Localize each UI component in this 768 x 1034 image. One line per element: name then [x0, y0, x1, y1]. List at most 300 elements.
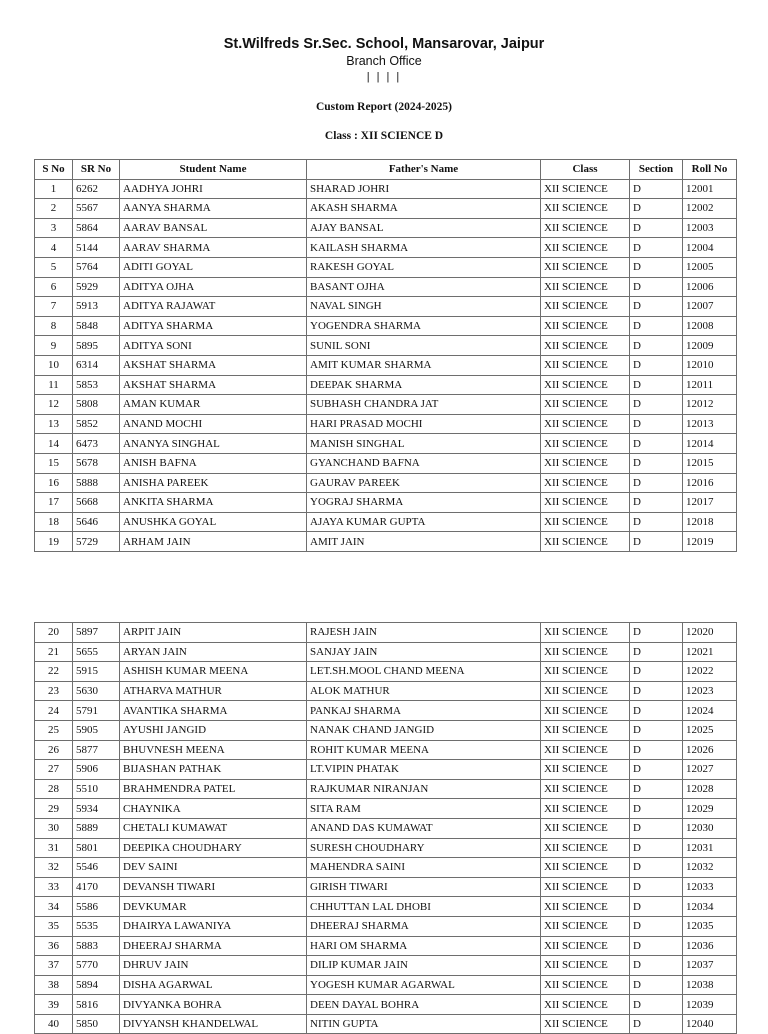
cell-srno: 5889 [73, 818, 120, 838]
table-row [35, 336, 737, 356]
cell-fathers-name: GIRISH TIWARI [307, 877, 541, 897]
table-row [35, 956, 737, 976]
cell-class: XII SCIENCE [541, 199, 630, 219]
cell-roll-no: 12006 [683, 277, 737, 297]
cell-sno: 30 [35, 818, 73, 838]
cell-sno: 7 [35, 297, 73, 317]
table-row [35, 238, 737, 258]
cell-roll-no: 12008 [683, 316, 737, 336]
cell-section: D [630, 623, 683, 643]
column-header-fathers-name: Father's Name [307, 160, 541, 180]
cell-roll-no: 12030 [683, 818, 737, 838]
cell-class: XII SCIENCE [541, 858, 630, 878]
cell-roll-no: 12010 [683, 355, 737, 375]
cell-srno: 5816 [73, 995, 120, 1015]
cell-student-name: CHAYNIKA [120, 799, 307, 819]
cell-sno: 8 [35, 316, 73, 336]
cell-class: XII SCIENCE [541, 995, 630, 1015]
cell-student-name: CHETALI KUMAWAT [120, 818, 307, 838]
cell-fathers-name: RAKESH GOYAL [307, 257, 541, 277]
cell-srno: 5764 [73, 257, 120, 277]
cell-srno: 5850 [73, 1014, 120, 1034]
table-row [35, 877, 737, 897]
table-row [35, 297, 737, 317]
table-row [35, 623, 737, 643]
cell-sno: 35 [35, 916, 73, 936]
cell-roll-no: 12035 [683, 916, 737, 936]
cell-sno: 1 [35, 179, 73, 199]
table-row [35, 779, 737, 799]
cell-fathers-name: HARI PRASAD MOCHI [307, 414, 541, 434]
cell-student-name: ANISH BAFNA [120, 453, 307, 473]
cell-section: D [630, 218, 683, 238]
cell-sno: 40 [35, 1014, 73, 1034]
table-row [35, 395, 737, 415]
cell-section: D [630, 779, 683, 799]
cell-section: D [630, 532, 683, 552]
cell-class: XII SCIENCE [541, 720, 630, 740]
cell-sno: 5 [35, 257, 73, 277]
cell-section: D [630, 336, 683, 356]
cell-student-name: ASHISH KUMAR MEENA [120, 662, 307, 682]
cell-section: D [630, 257, 683, 277]
cell-roll-no: 12011 [683, 375, 737, 395]
cell-fathers-name: SUNIL SONI [307, 336, 541, 356]
cell-section: D [630, 701, 683, 721]
cell-class: XII SCIENCE [541, 532, 630, 552]
cell-sno: 3 [35, 218, 73, 238]
cell-fathers-name: ANAND DAS KUMAWAT [307, 818, 541, 838]
cell-student-name: DHEERAJ SHARMA [120, 936, 307, 956]
cell-sno: 21 [35, 642, 73, 662]
cell-class: XII SCIENCE [541, 799, 630, 819]
cell-roll-no: 12036 [683, 936, 737, 956]
cell-srno: 5535 [73, 916, 120, 936]
cell-fathers-name: NANAK CHAND JANGID [307, 720, 541, 740]
cell-class: XII SCIENCE [541, 897, 630, 917]
cell-srno: 5668 [73, 493, 120, 513]
cell-srno: 6473 [73, 434, 120, 454]
cell-class: XII SCIENCE [541, 877, 630, 897]
cell-fathers-name: LT.VIPIN PHATAK [307, 760, 541, 780]
cell-section: D [630, 916, 683, 936]
cell-roll-no: 12016 [683, 473, 737, 493]
cell-fathers-name: DHEERAJ SHARMA [307, 916, 541, 936]
cell-student-name: AARAV SHARMA [120, 238, 307, 258]
cell-roll-no: 12009 [683, 336, 737, 356]
cell-section: D [630, 799, 683, 819]
cell-section: D [630, 760, 683, 780]
cell-section: D [630, 642, 683, 662]
cell-sno: 11 [35, 375, 73, 395]
cell-srno: 5888 [73, 473, 120, 493]
cell-srno: 4170 [73, 877, 120, 897]
cell-srno: 5729 [73, 532, 120, 552]
cell-fathers-name: KAILASH SHARMA [307, 238, 541, 258]
cell-student-name: ANUSHKA GOYAL [120, 512, 307, 532]
table-row [35, 355, 737, 375]
cell-section: D [630, 395, 683, 415]
cell-srno: 5586 [73, 897, 120, 917]
cell-section: D [630, 975, 683, 995]
cell-roll-no: 12017 [683, 493, 737, 513]
cell-srno: 5848 [73, 316, 120, 336]
cell-student-name: ATHARVA MATHUR [120, 681, 307, 701]
cell-sno: 31 [35, 838, 73, 858]
cell-class: XII SCIENCE [541, 395, 630, 415]
cell-class: XII SCIENCE [541, 355, 630, 375]
cell-sno: 27 [35, 760, 73, 780]
cell-class: XII SCIENCE [541, 662, 630, 682]
cell-class: XII SCIENCE [541, 916, 630, 936]
cell-srno: 5808 [73, 395, 120, 415]
table-row [35, 453, 737, 473]
cell-section: D [630, 838, 683, 858]
cell-student-name: DEVANSH TIWARI [120, 877, 307, 897]
cell-fathers-name: DILIP KUMAR JAIN [307, 956, 541, 976]
cell-roll-no: 12037 [683, 956, 737, 976]
cell-student-name: ADITYA SHARMA [120, 316, 307, 336]
cell-student-name: ARHAM JAIN [120, 532, 307, 552]
table-row [35, 414, 737, 434]
cell-fathers-name: CHHUTTAN LAL DHOBI [307, 897, 541, 917]
cell-class: XII SCIENCE [541, 975, 630, 995]
cell-student-name: ANANYA SINGHAL [120, 434, 307, 454]
cell-fathers-name: DEEN DAYAL BOHRA [307, 995, 541, 1015]
cell-roll-no: 12025 [683, 720, 737, 740]
cell-roll-no: 12038 [683, 975, 737, 995]
cell-sno: 39 [35, 995, 73, 1015]
table-row [35, 740, 737, 760]
table-row [35, 995, 737, 1015]
cell-fathers-name: DEEPAK SHARMA [307, 375, 541, 395]
cell-srno: 5894 [73, 975, 120, 995]
branch-marks: | | | | [366, 71, 402, 83]
cell-student-name: ADITYA SONI [120, 336, 307, 356]
cell-roll-no: 12015 [683, 453, 737, 473]
table-row [35, 257, 737, 277]
cell-section: D [630, 662, 683, 682]
cell-fathers-name: MAHENDRA SAINI [307, 858, 541, 878]
cell-sno: 22 [35, 662, 73, 682]
table-row [35, 858, 737, 878]
cell-student-name: ANKITA SHARMA [120, 493, 307, 513]
table-row [35, 277, 737, 297]
cell-srno: 5877 [73, 740, 120, 760]
cell-fathers-name: YOGRAJ SHARMA [307, 493, 541, 513]
cell-srno: 5883 [73, 936, 120, 956]
cell-section: D [630, 720, 683, 740]
table-row [35, 818, 737, 838]
cell-sno: 32 [35, 858, 73, 878]
cell-srno: 5934 [73, 799, 120, 819]
cell-srno: 6262 [73, 179, 120, 199]
cell-section: D [630, 414, 683, 434]
table-row [35, 532, 737, 552]
cell-fathers-name: GAURAV PAREEK [307, 473, 541, 493]
cell-class: XII SCIENCE [541, 818, 630, 838]
cell-fathers-name: AKASH SHARMA [307, 199, 541, 219]
cell-class: XII SCIENCE [541, 238, 630, 258]
cell-student-name: DIVYANSH KHANDELWAL [120, 1014, 307, 1034]
table-row [35, 897, 737, 917]
cell-class: XII SCIENCE [541, 642, 630, 662]
cell-fathers-name: RAJKUMAR NIRANJAN [307, 779, 541, 799]
table-row [35, 316, 737, 336]
cell-srno: 5853 [73, 375, 120, 395]
cell-student-name: AADHYA JOHRI [120, 179, 307, 199]
cell-roll-no: 12022 [683, 662, 737, 682]
cell-srno: 5895 [73, 336, 120, 356]
cell-student-name: ADITYA OJHA [120, 277, 307, 297]
cell-sno: 6 [35, 277, 73, 297]
cell-section: D [630, 512, 683, 532]
cell-srno: 5852 [73, 414, 120, 434]
cell-srno: 5567 [73, 199, 120, 219]
table-row [35, 681, 737, 701]
cell-fathers-name: SUBHASH CHANDRA JAT [307, 395, 541, 415]
cell-sno: 9 [35, 336, 73, 356]
cell-roll-no: 12001 [683, 179, 737, 199]
cell-sno: 15 [35, 453, 73, 473]
cell-student-name: BRAHMENDRA PATEL [120, 779, 307, 799]
cell-class: XII SCIENCE [541, 336, 630, 356]
cell-roll-no: 12027 [683, 760, 737, 780]
table-row [35, 512, 737, 532]
cell-fathers-name: NAVAL SINGH [307, 297, 541, 317]
table-row [35, 799, 737, 819]
cell-class: XII SCIENCE [541, 257, 630, 277]
cell-section: D [630, 956, 683, 976]
cell-srno: 5913 [73, 297, 120, 317]
cell-section: D [630, 453, 683, 473]
cell-class: XII SCIENCE [541, 779, 630, 799]
cell-student-name: DEEPIKA CHOUDHARY [120, 838, 307, 858]
cell-fathers-name: GYANCHAND BAFNA [307, 453, 541, 473]
cell-student-name: BHUVNESH MEENA [120, 740, 307, 760]
cell-roll-no: 12004 [683, 238, 737, 258]
table-header-row [35, 160, 737, 180]
cell-student-name: AARAV BANSAL [120, 218, 307, 238]
cell-fathers-name: BASANT OJHA [307, 277, 541, 297]
column-header-srno: SR No [73, 160, 120, 180]
cell-student-name: DEV SAINI [120, 858, 307, 878]
cell-class: XII SCIENCE [541, 740, 630, 760]
column-header-student-name: Student Name [120, 160, 307, 180]
cell-class: XII SCIENCE [541, 414, 630, 434]
cell-srno: 5801 [73, 838, 120, 858]
cell-roll-no: 12040 [683, 1014, 737, 1034]
cell-section: D [630, 179, 683, 199]
cell-class: XII SCIENCE [541, 956, 630, 976]
cell-section: D [630, 355, 683, 375]
cell-roll-no: 12013 [683, 414, 737, 434]
cell-section: D [630, 936, 683, 956]
cell-roll-no: 12028 [683, 779, 737, 799]
cell-srno: 5906 [73, 760, 120, 780]
cell-roll-no: 12012 [683, 395, 737, 415]
cell-section: D [630, 995, 683, 1015]
cell-class: XII SCIENCE [541, 297, 630, 317]
cell-sno: 37 [35, 956, 73, 976]
cell-fathers-name: MANISH SINGHAL [307, 434, 541, 454]
table-row [35, 199, 737, 219]
cell-sno: 34 [35, 897, 73, 917]
cell-sno: 25 [35, 720, 73, 740]
cell-student-name: AANYA SHARMA [120, 199, 307, 219]
cell-srno: 5915 [73, 662, 120, 682]
cell-roll-no: 12014 [683, 434, 737, 454]
cell-fathers-name: AMIT KUMAR SHARMA [307, 355, 541, 375]
table-row [35, 218, 737, 238]
cell-section: D [630, 818, 683, 838]
cell-roll-no: 12018 [683, 512, 737, 532]
cell-sno: 36 [35, 936, 73, 956]
cell-fathers-name: SITA RAM [307, 799, 541, 819]
cell-class: XII SCIENCE [541, 277, 630, 297]
cell-sno: 17 [35, 493, 73, 513]
cell-class: XII SCIENCE [541, 218, 630, 238]
cell-sno: 13 [35, 414, 73, 434]
cell-srno: 5144 [73, 238, 120, 258]
cell-fathers-name: SHARAD JOHRI [307, 179, 541, 199]
cell-sno: 14 [35, 434, 73, 454]
cell-class: XII SCIENCE [541, 1014, 630, 1034]
cell-fathers-name: SANJAY JAIN [307, 642, 541, 662]
cell-sno: 19 [35, 532, 73, 552]
cell-fathers-name: AMIT JAIN [307, 532, 541, 552]
table-row [35, 701, 737, 721]
cell-srno: 5546 [73, 858, 120, 878]
cell-fathers-name: NITIN GUPTA [307, 1014, 541, 1034]
cell-student-name: AYUSHI JANGID [120, 720, 307, 740]
cell-student-name: ARPIT JAIN [120, 623, 307, 643]
cell-student-name: DISHA AGARWAL [120, 975, 307, 995]
cell-student-name: AVANTIKA SHARMA [120, 701, 307, 721]
cell-section: D [630, 238, 683, 258]
cell-student-name: ANISHA PAREEK [120, 473, 307, 493]
table-row [35, 720, 737, 740]
cell-class: XII SCIENCE [541, 473, 630, 493]
cell-fathers-name: ROHIT KUMAR MEENA [307, 740, 541, 760]
cell-roll-no: 12023 [683, 681, 737, 701]
cell-sno: 33 [35, 877, 73, 897]
cell-section: D [630, 877, 683, 897]
cell-section: D [630, 1014, 683, 1034]
cell-class: XII SCIENCE [541, 701, 630, 721]
cell-class: XII SCIENCE [541, 434, 630, 454]
column-header-roll-no: Roll No [683, 160, 737, 180]
cell-section: D [630, 316, 683, 336]
cell-student-name: ADITYA RAJAWAT [120, 297, 307, 317]
cell-sno: 4 [35, 238, 73, 258]
cell-srno: 5905 [73, 720, 120, 740]
table-row [35, 493, 737, 513]
cell-section: D [630, 375, 683, 395]
cell-srno: 5678 [73, 453, 120, 473]
cell-srno: 5897 [73, 623, 120, 643]
cell-sno: 23 [35, 681, 73, 701]
cell-student-name: DEVKUMAR [120, 897, 307, 917]
cell-section: D [630, 297, 683, 317]
cell-sno: 12 [35, 395, 73, 415]
cell-class: XII SCIENCE [541, 375, 630, 395]
cell-class: XII SCIENCE [541, 316, 630, 336]
table-row [35, 1014, 737, 1034]
cell-roll-no: 12034 [683, 897, 737, 917]
cell-fathers-name: LET.SH.MOOL CHAND MEENA [307, 662, 541, 682]
cell-class: XII SCIENCE [541, 453, 630, 473]
cell-section: D [630, 740, 683, 760]
table-row [35, 916, 737, 936]
cell-class: XII SCIENCE [541, 838, 630, 858]
cell-sno: 2 [35, 199, 73, 219]
cell-student-name: ANAND MOCHI [120, 414, 307, 434]
table-row [35, 375, 737, 395]
cell-sno: 24 [35, 701, 73, 721]
cell-section: D [630, 858, 683, 878]
cell-sno: 38 [35, 975, 73, 995]
cell-sno: 29 [35, 799, 73, 819]
cell-roll-no: 12029 [683, 799, 737, 819]
cell-student-name: DHRUV JAIN [120, 956, 307, 976]
cell-student-name: DIVYANKA BOHRA [120, 995, 307, 1015]
table-row [35, 936, 737, 956]
branch-label: Branch Office [346, 54, 422, 68]
report-title: Custom Report (2024-2025) [315, 101, 453, 113]
cell-section: D [630, 681, 683, 701]
cell-srno: 5864 [73, 218, 120, 238]
cell-sno: 26 [35, 740, 73, 760]
cell-srno: 5929 [73, 277, 120, 297]
cell-srno: 5655 [73, 642, 120, 662]
cell-student-name: AKSHAT SHARMA [120, 355, 307, 375]
school-name: St.Wilfreds Sr.Sec. School, Mansarovar, Jaipur [223, 36, 545, 52]
cell-sno: 28 [35, 779, 73, 799]
table-row [35, 179, 737, 199]
cell-roll-no: 12021 [683, 642, 737, 662]
column-header-section: Section [630, 160, 683, 180]
cell-sno: 16 [35, 473, 73, 493]
cell-section: D [630, 493, 683, 513]
cell-fathers-name: SURESH CHOUDHARY [307, 838, 541, 858]
cell-roll-no: 12039 [683, 995, 737, 1015]
cell-fathers-name: YOGESH KUMAR AGARWAL [307, 975, 541, 995]
cell-fathers-name: RAJESH JAIN [307, 623, 541, 643]
cell-section: D [630, 199, 683, 219]
cell-roll-no: 12003 [683, 218, 737, 238]
cell-roll-no: 12031 [683, 838, 737, 858]
cell-srno: 5630 [73, 681, 120, 701]
table-row [35, 662, 737, 682]
cell-sno: 18 [35, 512, 73, 532]
cell-roll-no: 12033 [683, 877, 737, 897]
table-row [35, 760, 737, 780]
cell-roll-no: 12019 [683, 532, 737, 552]
cell-section: D [630, 897, 683, 917]
cell-student-name: AKSHAT SHARMA [120, 375, 307, 395]
cell-srno: 5791 [73, 701, 120, 721]
cell-roll-no: 12002 [683, 199, 737, 219]
cell-fathers-name: AJAY BANSAL [307, 218, 541, 238]
cell-fathers-name: HARI OM SHARMA [307, 936, 541, 956]
cell-class: XII SCIENCE [541, 936, 630, 956]
cell-class: XII SCIENCE [541, 681, 630, 701]
cell-srno: 6314 [73, 355, 120, 375]
cell-srno: 5770 [73, 956, 120, 976]
table-row [35, 642, 737, 662]
cell-roll-no: 12026 [683, 740, 737, 760]
